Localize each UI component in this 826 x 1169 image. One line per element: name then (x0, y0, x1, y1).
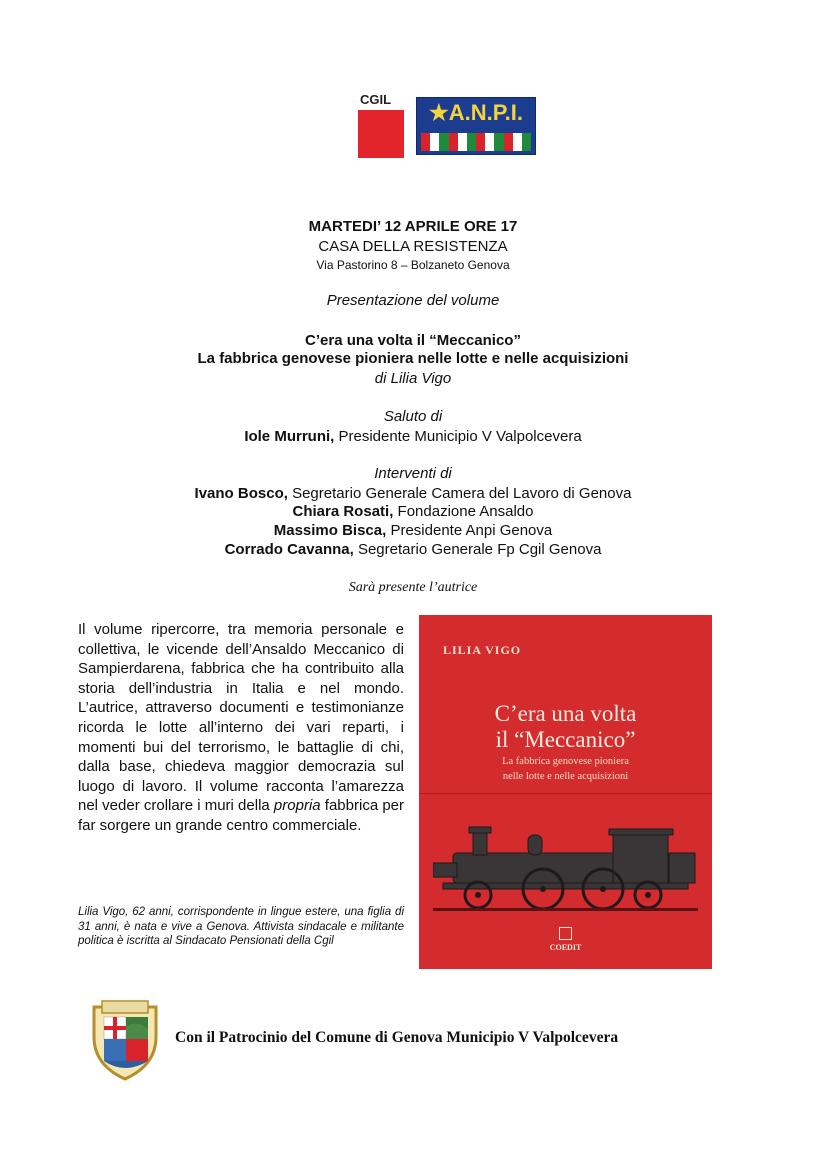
speakers-label: Interventi di (374, 465, 452, 482)
publisher-icon (559, 927, 572, 940)
speaker-role: Segretario Generale Fp Cgil Genova (353, 541, 602, 558)
event-venue: CASA DELLA RESISTENZA (318, 238, 508, 255)
event-date-time: MARTEDI’ 12 APRILE ORE 17 (308, 218, 518, 235)
cover-subtitle-line2: nelle lotte e nelle acquisizioni (502, 771, 629, 782)
author-bio: Lilia Vigo, 62 anni, corrispondente in lingue estere, una figlia di 31 anni, è nata e vive a Genova. Attivista sindacale e militante politica è iscritta al Sindacato Pensionati della Cgil (78, 906, 404, 947)
cgil-logo-text: CGIL (360, 92, 392, 107)
book-author-line: di Lilia Vigo (374, 370, 452, 387)
patronage-line: Con il Patrocinio del Comune di Genova Municipio V Valpolcevera (175, 1029, 619, 1046)
book-cover (419, 615, 712, 969)
book-title: C’era una volta il “Meccanico” (305, 332, 521, 349)
anpi-logo-text: ★A.N.P.I. (429, 100, 523, 125)
speaker-line (0, 485, 826, 502)
description-text: Il volume ripercorre, tra memoria personale e collettiva, le vicende dell’Ansaldo Meccanico di Sampierdarena, fabbrica che ha contribuito alla storia dell’industria in Italia e nel mondo. L’autrice, attraverso documenti e testimonianze ricorda le lotte all’interno dei vari reparti, i momenti bui del terrorismo, le battaglie di chi, dalla base, chiedeva maggior democrazia sul luogo di lavoro. Il volume racconta l’amarezza nel veder crollare i muri della (78, 621, 404, 815)
anpi-logo (416, 97, 536, 155)
speaker-name: Massimo Bisca, (273, 522, 387, 539)
anpi-flag-stripes (421, 133, 531, 151)
cover-title-line1: C’era una volta (494, 701, 637, 726)
municipio-crest-icon (90, 997, 160, 1081)
speaker-line (0, 522, 826, 539)
cover-divider (419, 793, 712, 794)
greeting-role: Presidente Municipio V Valpolcevera (334, 428, 582, 445)
greeting-line (0, 428, 826, 445)
presentation-intro: Presentazione del volume (326, 292, 500, 309)
speaker-role: Fondazione Ansaldo (393, 503, 534, 520)
speaker-role: Segretario Generale Camera del Lavoro di Genova (287, 485, 632, 502)
cover-title-line2: il “Meccanico” (495, 727, 636, 752)
description-emphasis: propria (273, 797, 321, 815)
description-text-end: fabbrica per far sorgere un grande centro commerciale. (78, 797, 405, 834)
greeting-label: Saluto di (383, 408, 443, 425)
book-description (78, 620, 404, 836)
speaker-role: Presidente Anpi Genova (386, 522, 553, 539)
cgil-logo-square (358, 110, 404, 158)
speaker-line (0, 541, 826, 558)
cover-publisher: COEDIT (549, 943, 582, 952)
speaker-name: Chiara Rosati, (292, 503, 394, 520)
speaker-name: Ivano Bosco, (194, 485, 288, 502)
cgil-logo (358, 92, 404, 158)
speaker-name: Corrado Cavanna, (224, 541, 354, 558)
cover-subtitle-line1: La fabbrica genovese pioniera (502, 756, 629, 767)
greeting-name: Iole Murruni, (244, 428, 335, 445)
book-subtitle: La fabbrica genovese pioniera nelle lotte e nelle acquisizioni (197, 350, 629, 367)
locomotive-illustration (433, 813, 698, 913)
author-present-note: Sarà presente l’autrice (348, 580, 478, 595)
event-address: Via Pastorino 8 – Bolzaneto Genova (316, 258, 510, 272)
speaker-line (0, 503, 826, 520)
cover-author: LILIA VIGO (443, 643, 522, 657)
